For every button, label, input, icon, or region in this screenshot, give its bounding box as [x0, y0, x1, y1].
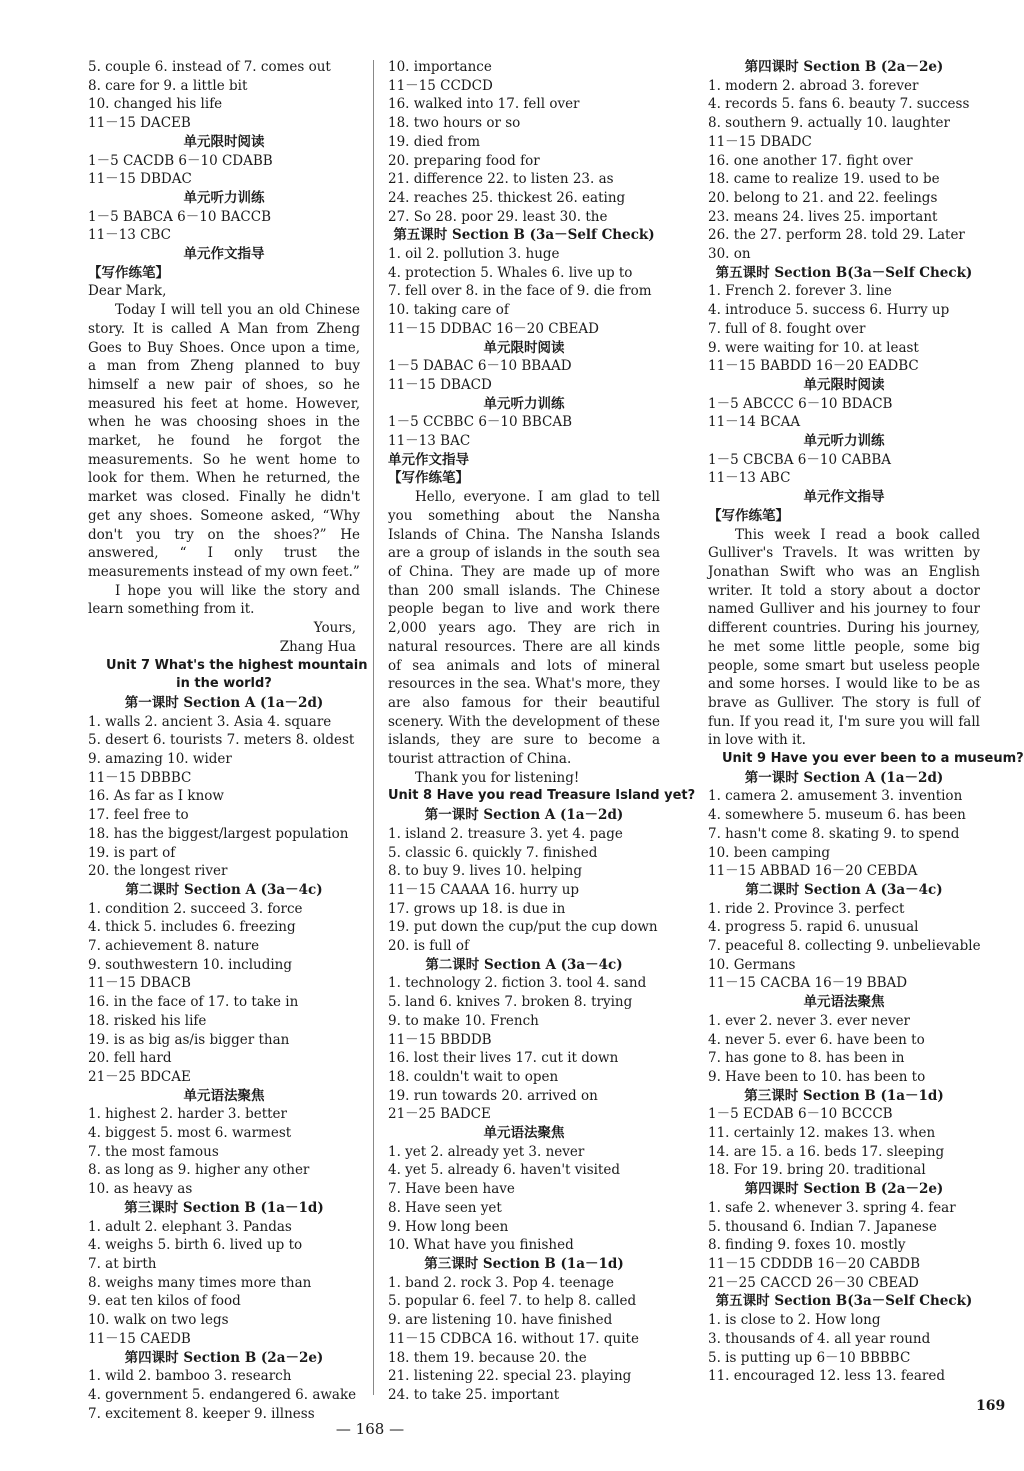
answer-line: 18. two hours or so [388, 115, 521, 132]
answer-line: 1. oil 2. pollution 3. huge [388, 246, 560, 263]
answer-line: 10. taking care of [388, 302, 509, 319]
letter-greeting: Dear Mark, [88, 283, 167, 300]
answer-line: 19. run towards 20. arrived on [388, 1087, 598, 1104]
answer-line: 18. came to realize 19. used to be [708, 171, 940, 188]
answer-line: 10. walk on two legs [88, 1312, 229, 1329]
answer-line: 20. belong to 21. and 22. feelings [708, 189, 938, 206]
answer-list [708, 77, 980, 264]
answer-line: 4. biggest 5. most 6. warmest [88, 1125, 292, 1142]
section-heading: 单元听力训练 [183, 189, 265, 206]
answer-line: 5. couple 6. instead of 7. comes out [88, 59, 331, 75]
section-heading: 单元听力训练 [803, 433, 885, 450]
answer-line: 1. yet 2. already yet 3. never [388, 1143, 585, 1160]
answer-line: 4. yet 5. already 6. haven't visited [388, 1162, 620, 1179]
unit-title: Unit 7 What's the highest mountain [106, 657, 368, 673]
writing-tag: 【写作练笔】 [388, 470, 469, 487]
answer-line: 9. were waiting for 10. at least [708, 339, 919, 356]
column-3 [708, 58, 1024, 1386]
answer-line: 4. somewhere 5. museum 6. has been [708, 807, 966, 824]
answer-list [388, 1274, 660, 1405]
answer-line: 11－15 DBBBC [88, 769, 192, 786]
essay-paragraph: I hope you will like the story and learn something from it. [88, 582, 360, 618]
answer-line: 20. is full of [388, 938, 470, 955]
lesson-heading: 第四课时 Section B (2a－2e) [744, 1181, 944, 1198]
answer-line: 11－15 BABDD 16－20 EADBC [708, 358, 919, 375]
answer-list [708, 282, 980, 376]
answer-line: 11－15 CAAAA 16. hurry up [388, 881, 580, 898]
answer-line: 1. camera 2. amusement 3. invention [708, 788, 963, 805]
answer-line: 1. is close to 2. How long [708, 1312, 881, 1329]
answer-line: 1. band 2. rock 3. Pop 4. teenage [388, 1274, 614, 1291]
section-heading: 单元作文指导 [388, 451, 469, 468]
answer-line: 7. Have been have [388, 1181, 515, 1198]
answer-line: 8. weighs many times more than [88, 1274, 312, 1291]
essay-paragraph: Hello, everyone. I am glad to tell you something about the Nansha Islands of China. The Nansha Islands are a group of islands in the south sea of China. They are made up of more than 200 small islands. The Chinese people began to live and work there 2,000 years ago. They are rich in natural resources. There are all kinds of sea animals and lots of mineral resources in the sea. What's more, they are also famous for their beautiful scenery. With the development of these islands, they are sure to become a tourist attraction of China. [388, 489, 660, 768]
answer-line: 4. never 5. ever 6. have been to [708, 1031, 925, 1048]
answer-line: 4. thick 5. includes 6. freezing [88, 919, 296, 936]
answer-line: 4. government 5. endangered 6. awake [88, 1386, 357, 1403]
answer-line: 18. has the biggest/largest population [88, 825, 349, 842]
essay [88, 301, 360, 619]
answer-line: 16. lost their lives 17. cut it down [388, 1050, 619, 1067]
answer-line: 8. finding 9. foxes 10. mostly [708, 1237, 906, 1254]
answer-list [388, 413, 660, 450]
answer-list [88, 152, 360, 189]
writing-tag: 【写作练笔】 [708, 507, 789, 524]
answer-line: 19. is as big as/is bigger than [88, 1031, 290, 1048]
answer-line: 5. land 6. knives 7. broken 8. trying [388, 994, 633, 1011]
answer-list [708, 1012, 980, 1087]
unit-title: Unit 8 Have you read Treasure Island yet? [388, 788, 696, 804]
unit-title: Unit 9 Have you ever been to a museum? [722, 751, 1024, 767]
answer-list [88, 1218, 360, 1349]
lesson-heading: 第三课时 Section B (1a－1d) [424, 1256, 624, 1272]
answer-line: 18. risked his life [88, 1012, 207, 1029]
answer-line: 8. Have seen yet [388, 1199, 502, 1216]
answer-line: 11. certainly 12. makes 13. when [708, 1125, 936, 1142]
answer-line: 27. So 28. poor 29. least 30. the [388, 208, 608, 225]
answer-line: 1. French 2. forever 3. line [708, 283, 892, 300]
answer-line: 17. feel free to [88, 807, 189, 824]
answer-line: 9. How long been [388, 1218, 509, 1235]
answer-list [88, 58, 360, 133]
answer-line: 17. grows up 18. is due in [388, 900, 566, 917]
answer-line: 24. to take 25. important [388, 1386, 560, 1403]
answer-line: 9. Have been to 10. has been to [708, 1068, 926, 1085]
answer-line: 20. fell hard [88, 1050, 172, 1067]
answer-line: 10. Germans [708, 956, 796, 973]
answer-list [88, 1367, 360, 1423]
answer-line: 1. technology 2. fiction 3. tool 4. sand [388, 975, 647, 992]
unit-title-cont: in the world? [176, 676, 272, 692]
lesson-heading: 第二课时 Section A (3a－4c) [125, 881, 323, 898]
answer-line: 11－13 BAC [388, 433, 471, 450]
section-heading: 单元语法聚焦 [483, 1125, 565, 1142]
answer-line: 11－15 DBACD [388, 376, 492, 393]
answer-list [708, 1199, 980, 1293]
answer-line: 8. to buy 9. lives 10. helping [388, 863, 582, 880]
answer-line: 21. difference 22. to listen 23. as [388, 171, 614, 188]
answer-line: 7. has gone to 8. has been in [708, 1050, 905, 1067]
answer-line: 10. importance [388, 59, 492, 75]
answer-line: 10. been camping [708, 844, 831, 861]
answer-line: 18. them 19. because 20. the [388, 1349, 587, 1366]
lesson-heading: 第五课时 Section B (3a－Self Check) [393, 227, 655, 244]
answer-line: 3. thousands of 4. all year round [708, 1330, 931, 1347]
answer-line: 11－13 ABC [708, 470, 791, 487]
letter-signature: Zhang Hua [279, 638, 356, 655]
section-heading: 单元限时阅读 [483, 339, 565, 356]
column-divider [373, 60, 374, 1395]
answer-line: 11－15 BBDDB [388, 1031, 492, 1048]
answer-line: 5. is putting up 6－10 BBBBC [708, 1349, 911, 1366]
answer-line: 11－15 ABBAD 16－20 CEBDA [708, 863, 918, 880]
answer-line: 1. walls 2. ancient 3. Asia 4. square [88, 713, 332, 730]
answer-line: 4. introduce 5. success 6. Hurry up [708, 302, 950, 319]
answer-line: 19. put down the cup/put the cup down [388, 919, 658, 936]
answer-line: 23. means 24. lives 25. important [708, 208, 938, 225]
answer-list [708, 1105, 980, 1180]
answer-line: 9. amazing 10. wider [88, 751, 232, 768]
answer-line: 4. records 5. fans 6. beauty 7. success [708, 96, 970, 113]
answer-list [388, 245, 660, 339]
answer-line: 8. southern 9. actually 10. laughter [708, 115, 950, 132]
answer-list [708, 1311, 980, 1386]
answer-line: 1－5 DABAC 6－10 BBAAD [388, 358, 572, 375]
answer-line: 5. classic 6. quickly 7. finished [388, 844, 598, 861]
answer-line: 19. died from [388, 133, 481, 150]
section-heading: 单元作文指导 [803, 489, 885, 506]
answer-list [708, 787, 980, 881]
answer-line: 26. the 27. perform 28. told 29. Later [708, 227, 965, 244]
answer-line: 1－5 ECDAB 6－10 BCCCB [708, 1106, 893, 1123]
answer-line: 11. encouraged 12. less 13. feared [708, 1368, 945, 1385]
section-heading: 单元听力训练 [483, 395, 565, 412]
answer-line: 14. are 15. a 16. beds 17. sleeping [708, 1143, 945, 1160]
answer-list [708, 900, 980, 994]
answer-line: 9. eat ten kilos of food [88, 1293, 241, 1310]
column-2 [388, 58, 696, 1405]
answer-line: 9. to make 10. French [388, 1012, 539, 1029]
answer-line: 18. For 19. bring 20. traditional [708, 1162, 926, 1179]
essay [708, 526, 980, 750]
answer-line: 1－5 BABCA 6－10 BACCB [88, 208, 271, 225]
section-heading: 单元限时阅读 [803, 376, 885, 393]
section-heading: 单元语法聚焦 [803, 994, 885, 1011]
answer-line: 24. reaches 25. thickest 26. eating [388, 189, 626, 206]
answer-line: 16. one another 17. fight over [708, 152, 913, 169]
answer-line: 16. walked into 17. fell over [388, 96, 580, 113]
answer-line: 11－15 DACEB [88, 115, 191, 132]
answer-line: 8. care for 9. a little bit [88, 77, 248, 94]
answer-line: 11－15 CACBA 16－19 BBAD [708, 975, 908, 992]
lesson-heading: 第四课时 Section B (2a－2e) [124, 1349, 324, 1366]
lesson-heading: 第五课时 Section B(3a－Self Check) [715, 1293, 973, 1310]
answer-line: 1. modern 2. abroad 3. forever [708, 77, 919, 94]
answer-line: 21－25 CACCD 26－30 CBEAD [708, 1274, 919, 1291]
answer-line: 1. island 2. treasure 3. yet 4. page [388, 825, 623, 842]
answer-line: 4. weighs 5. birth 6. lived up to [88, 1237, 303, 1254]
answer-line: 1. adult 2. elephant 3. Pandas [88, 1218, 292, 1235]
answer-list [708, 395, 980, 432]
answer-line: 7. peaceful 8. collecting 9. unbelievable [708, 938, 981, 955]
column-1 [88, 58, 368, 1423]
letter-closing: Yours, [313, 620, 356, 637]
lesson-heading: 第一课时 Section A (1a－2d) [424, 807, 624, 824]
answer-list [388, 58, 660, 226]
answer-line: 18. couldn't wait to open [388, 1068, 559, 1085]
page-number-left: — 168 — [335, 1420, 405, 1438]
answer-line: 1－5 CACDB 6－10 CDABB [88, 152, 273, 169]
answer-line: 21. listening 22. special 23. playing [388, 1368, 632, 1385]
answer-line: 11－15 DDBAC 16－20 CBEAD [388, 320, 599, 337]
essay-paragraph: Thank you for listening! [415, 769, 580, 786]
answer-line: 7. the most famous [88, 1143, 219, 1160]
answer-line: 1. safe 2. whenever 3. spring 4. fear [708, 1199, 956, 1216]
answer-list [388, 1143, 660, 1255]
answer-line: 8. as long as 9. higher any other [88, 1162, 310, 1179]
answer-line: 4. progress 5. rapid 6. unusual [708, 919, 919, 936]
answer-line: 1. ride 2. Province 3. perfect [708, 900, 905, 917]
answer-line: 1－5 CCBBC 6－10 BBCAB [388, 414, 572, 431]
answer-line: 9. southwestern 10. including [88, 956, 293, 973]
answer-line: 20. the longest river [88, 863, 228, 880]
lesson-heading: 第一课时 Section A (1a－2d) [744, 769, 944, 786]
answer-line: 7. at birth [88, 1256, 157, 1272]
lesson-heading: 第四课时 Section B (2a－2e) [744, 59, 944, 75]
answer-list [388, 974, 660, 1124]
answer-line: 21－25 BDCAE [88, 1068, 191, 1085]
lesson-heading: 第二课时 Section A (3a－4c) [745, 881, 943, 898]
lesson-heading: 第三课时 Section B (1a－1d) [744, 1087, 944, 1104]
answer-line: 7. excitement 8. keeper 9. illness [88, 1405, 315, 1422]
answer-line: 1. highest 2. harder 3. better [88, 1106, 287, 1123]
answer-line: 1. ever 2. never 3. ever never [708, 1012, 911, 1029]
section-heading: 单元限时阅读 [183, 133, 265, 150]
section-heading: 单元语法聚焦 [183, 1087, 265, 1104]
answer-line: 11－15 CCDCD [388, 77, 493, 94]
answer-line: 11－13 CBC [88, 227, 171, 244]
answer-list [88, 713, 360, 881]
answer-line: 30. on [708, 246, 751, 263]
answer-list [388, 825, 660, 956]
page-number-right: 169 [976, 1398, 1006, 1414]
answer-line: 5. desert 6. tourists 7. meters 8. oldest [88, 732, 355, 749]
answer-line: 1－5 ABCCC 6－10 BDACB [708, 395, 893, 412]
answer-list [708, 451, 980, 488]
answer-line: 9. are listening 10. have finished [388, 1312, 613, 1329]
lesson-heading: 第三课时 Section B (1a－1d) [124, 1199, 324, 1216]
answer-line: 7. full of 8. fought over [708, 320, 866, 337]
answer-line: 7. hasn't come 8. skating 9. to spend [708, 825, 960, 842]
essay-paragraph: This week I read a book called Gulliver's Travels. It was written by Jonathan Swift who was an English writer. It told a story about a doctor named Gulliver and his journey to four different countries. During his journey, he met some little people, some big people, some smart but useless people and some horses. I would like to be as brave as Gulliver. The story is full of fun. If you read it, I'm sure you will fall in love with it. [708, 526, 980, 749]
answer-line: 1. wild 2. bamboo 3. research [88, 1368, 292, 1385]
answer-line: 11－14 BCAA [708, 414, 801, 431]
answer-line: 16. in the face of 17. to take in [88, 994, 299, 1011]
essay [388, 488, 660, 787]
answer-line: 11－15 CDBCA 16. without 17. quite [388, 1330, 639, 1347]
answer-line: 10. What have you finished [388, 1237, 574, 1254]
answer-line: 16. As far as I know [88, 788, 224, 805]
answer-line: 11－15 CAEDB [88, 1330, 191, 1347]
lesson-heading: 第二课时 Section A (3a－4c) [425, 956, 623, 973]
answer-line: 11－15 DBACB [88, 975, 191, 992]
answer-line: 19. is part of [88, 844, 176, 861]
answer-line: 11－15 DBDAC [88, 171, 192, 188]
answer-line: 5. thousand 6. Indian 7. Japanese [708, 1218, 937, 1235]
section-heading: 单元作文指导 [183, 246, 265, 263]
lesson-heading: 第一课时 Section A (1a－2d) [124, 694, 324, 711]
answer-line: 10. as heavy as [88, 1181, 193, 1198]
answer-list [88, 1105, 360, 1199]
lesson-heading: 第五课时 Section B(3a－Self Check) [715, 264, 973, 281]
answer-line: 1－5 CBCBA 6－10 CABBA [708, 451, 891, 468]
answer-line: 1. condition 2. succeed 3. force [88, 900, 303, 917]
answer-line: 7. achievement 8. nature [88, 938, 260, 955]
answer-line: 10. changed his life [88, 96, 223, 113]
essay-paragraph: Today I will tell you an old Chinese story. It is called A Man from Zheng Goes to Buy Shoes. Once upon a time, a man from Zheng planned to buy himself a new pair of shoes, so he measured his feet at home. However, when he was choosing shoes in the market, he found he forgot the measurements. So he went home to look for them. When he returned, the market was closed. Finally he didn't get any shoes. Someone asked, “Why don't you try on the shoes?” He answered, “ I only trust the measurements instead of my own feet.” [88, 302, 360, 580]
answer-line: 4. protection 5. Whales 6. live up to [388, 264, 633, 281]
answer-list [88, 900, 360, 1087]
answer-line: 7. fell over 8. in the face of 9. die from [388, 283, 652, 300]
writing-tag: 【写作练笔】 [88, 264, 169, 281]
answer-line: 20. preparing food for [388, 152, 540, 169]
answer-line: 11－15 CDDDB 16－20 CABDB [708, 1256, 921, 1272]
answer-list [88, 208, 360, 245]
answer-line: 5. popular 6. feel 7. to help 8. called [388, 1293, 637, 1310]
answer-line: 21－25 BADCE [388, 1106, 491, 1123]
answer-line: 11－15 DBADC [708, 133, 812, 150]
answer-list [388, 357, 660, 394]
